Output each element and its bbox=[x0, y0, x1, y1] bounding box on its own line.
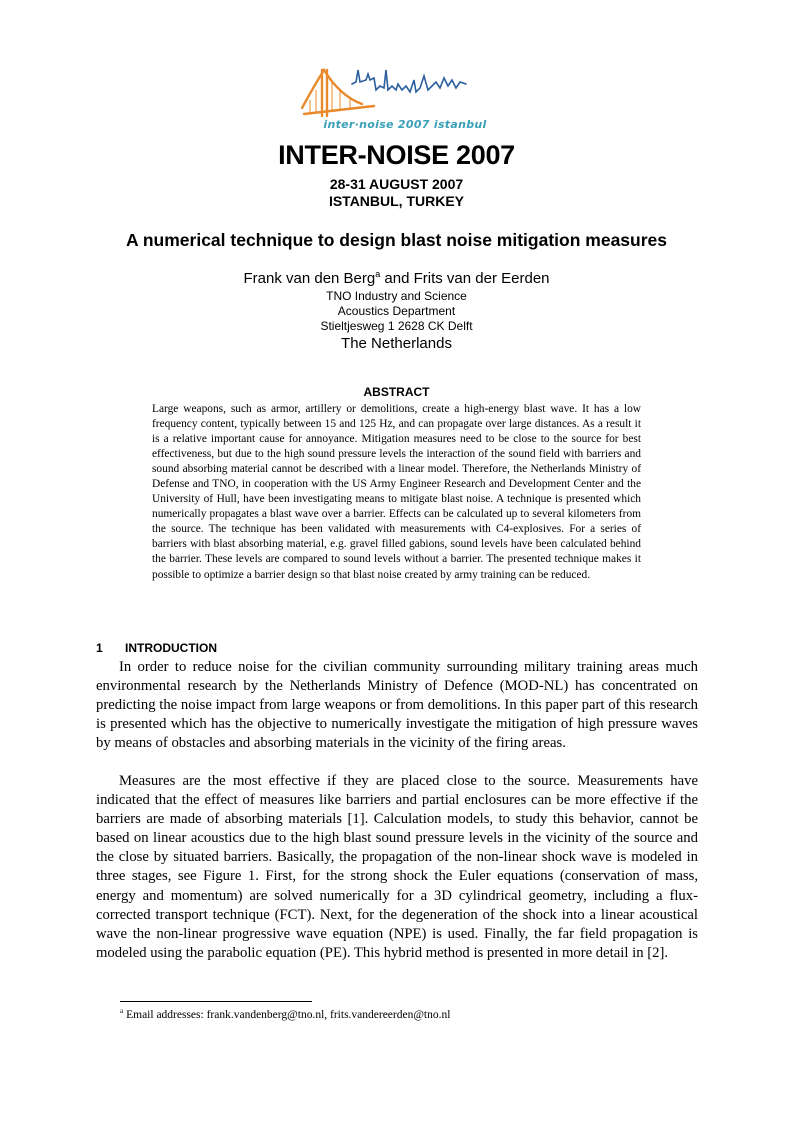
author-1: Frank van den Berg bbox=[243, 270, 376, 287]
footnote-rule bbox=[120, 1001, 312, 1002]
affiliation-line: Stieltjesweg 1 2628 CK Delft bbox=[320, 319, 473, 333]
footnote-mark: a bbox=[120, 1007, 124, 1016]
affiliation-country: The Netherlands bbox=[341, 335, 452, 352]
logo-text: inter·noise 2007 istanbul bbox=[323, 118, 487, 131]
abstract-text: Large weapons, such as armor, artillery or demolitions, create a high-energy blast wave. It has a low frequency content, typically between 15 and 125 Hz, and can propagate over large distances. As a result it is a relative important cause for annoyance. Mitigation measures need to be close to the source for best effectiveness, but due to the high sound pressure levels the interaction of the sound field with barriers and sound absorbing material cannot be described with a linear model. Therefore, the Netherlands Ministry of Defense and TNO, in cooperation with the US Army Engineer Research and Development Center and the University of Hull, have been investigating means to mitigate blast noise. A technique is presented which numerically propagates a blast wave over a barrier. Effects can be calculated up to several kilometers from the source. The technique has been validated with measurements with C4-explosives. For a series of barriers with blast absorbing material, e.g. gravel filled gabions, sound levels have been calculated behind the barrier. These levels are compared to sound levels without a barrier. The presented technique makes it possible to optimize a barrier design so that blast noise created by army training can be reduced. bbox=[152, 403, 641, 581]
affiliation-line: Acoustics Department bbox=[337, 304, 456, 318]
footnote-text: Email addresses: frank.vandenberg@tno.nl, frits.vandereerden@tno.nl bbox=[126, 1009, 451, 1021]
section-heading bbox=[96, 641, 217, 655]
bridge-icon bbox=[302, 70, 374, 116]
footnote bbox=[120, 1009, 450, 1021]
paper-title: A numerical technique to design blast noise mitigation measures bbox=[126, 230, 667, 250]
footnote-mark: a bbox=[375, 269, 381, 279]
section-number: 1 bbox=[96, 641, 103, 655]
skyline-icon bbox=[352, 70, 466, 92]
body-paragraph: In order to reduce noise for the civilian community surrounding military training areas much environmental research by the Netherlands Ministry of Defence (MOD-NL) has concentrated on predicting the noise impact from large weapons or from demolitions. In this paper part of this research is presented which has the objective to numerically investigate the mitigation of high pressure waves by means of obstacles and absorbing materials in the vicinity of the firing areas. bbox=[96, 659, 698, 752]
body-paragraph: Measures are the most effective if they are placed close to the source. Measurements have indicated that the effect of measures like barriers and partial enclosures can be more effective if the barriers are made of absorbing materials [1]. Calculation models, to study this behavior, cannot be based on linear acoustics due to the high blast sound pressure levels in the vicinity of the source and the close by situated barriers. Basically, the propagation of the non-linear shock wave is modeled in three stages, see Figure 1. First, for the strong shock the Euler equations (conservation of mass, energy and momentum) are solved numerically for a 3D cylindrical geometry, including a flux-corrected transport technique (FCT). Next, for the degeneration of the shock into a linear acoustical wave the non-linear progressive wave equation (NPE) is used. Finally, the far field propagation is modeled using the parabolic equation (PE). This hybrid method is presented in more detail in [2]. bbox=[96, 773, 698, 961]
authors bbox=[0, 270, 793, 287]
affiliation-line: TNO Industry and Science bbox=[326, 289, 467, 303]
conference-title: INTER-NOISE 2007 bbox=[278, 140, 515, 170]
author-2: and Frits van der Eerden bbox=[380, 270, 550, 287]
abstract-heading: ABSTRACT bbox=[363, 385, 430, 399]
section-title: INTRODUCTION bbox=[125, 641, 217, 655]
conference-dates: 28-31 AUGUST 2007 bbox=[329, 176, 464, 192]
conference-location: ISTANBUL, TURKEY bbox=[328, 193, 465, 209]
